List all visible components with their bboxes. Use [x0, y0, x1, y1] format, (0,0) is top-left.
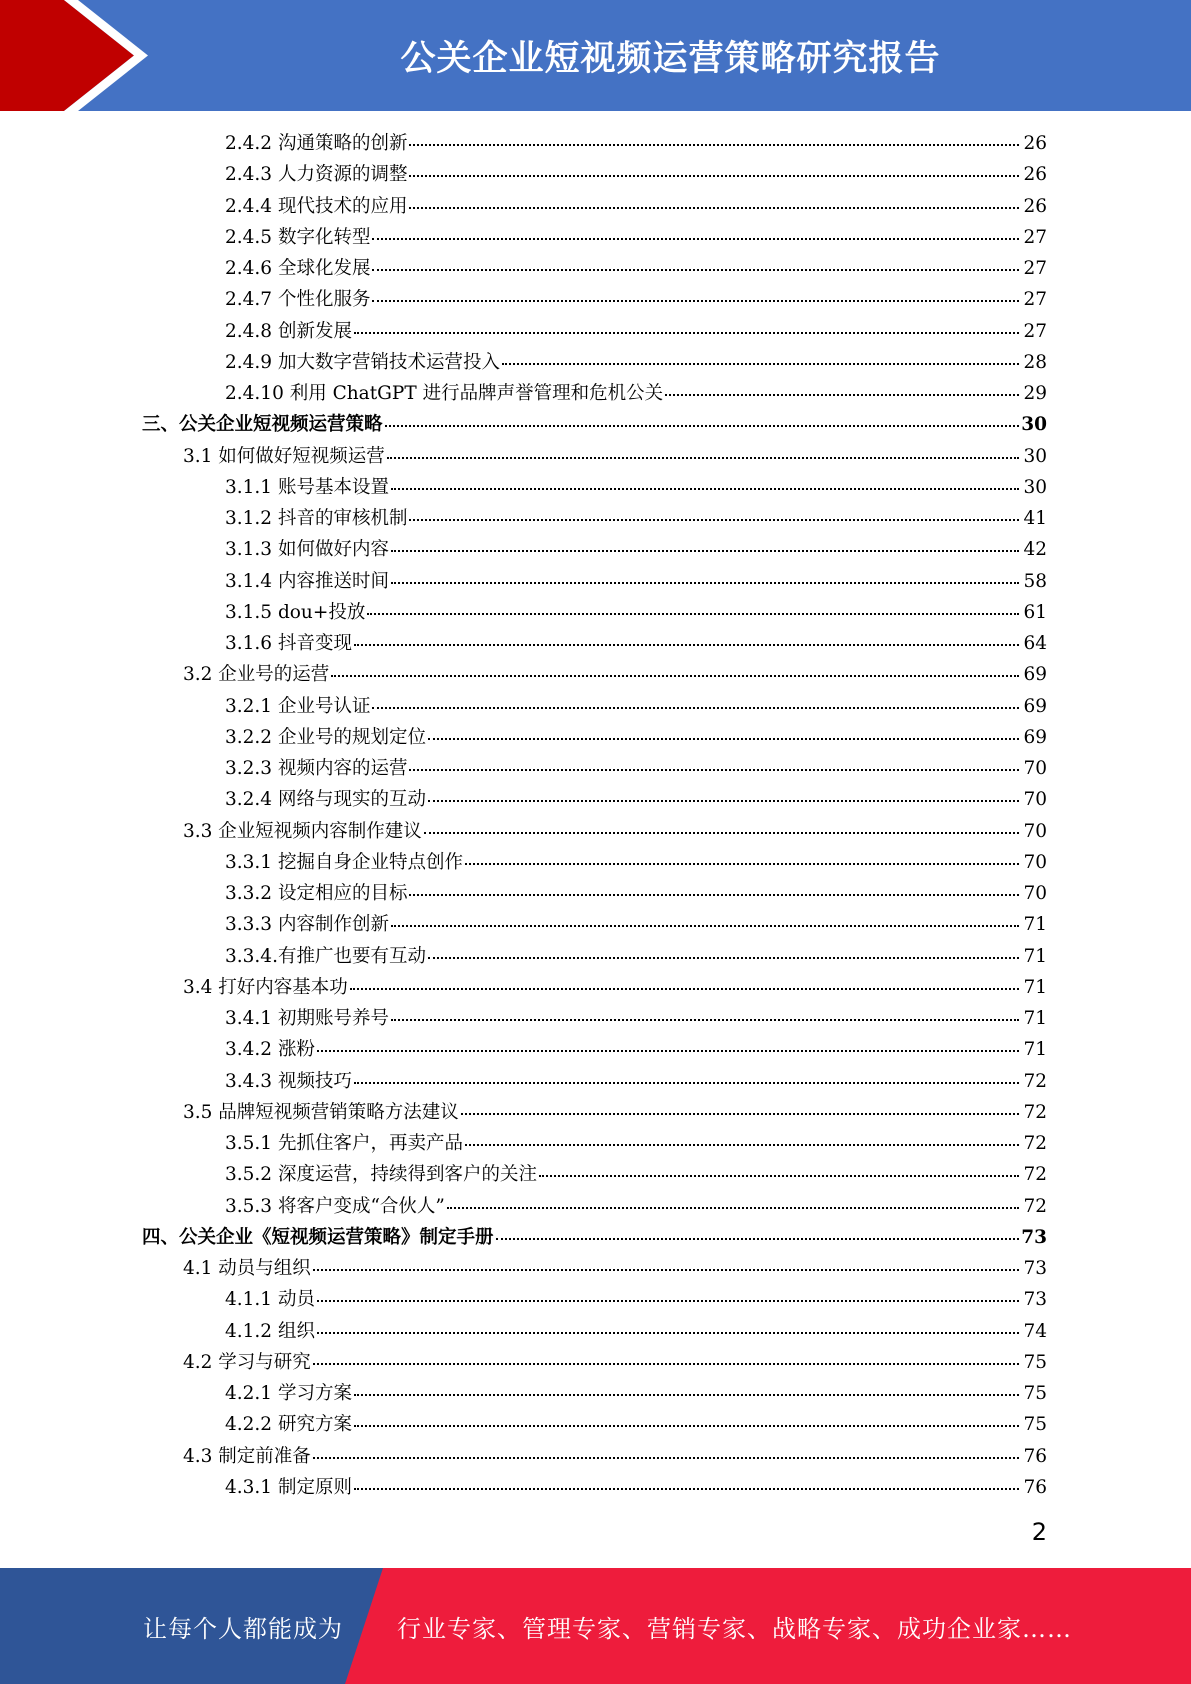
toc-entry[interactable]: [0, 1409, 1191, 1440]
toc-entry-page: 71: [1023, 945, 1047, 967]
toc-entry[interactable]: [0, 159, 1191, 190]
toc-entry[interactable]: [0, 409, 1191, 440]
toc-entry[interactable]: [0, 191, 1191, 222]
toc-entry-label: 3.4 打好内容基本功: [183, 976, 348, 998]
toc-entry-label: 三、公关企业短视频运营策略: [142, 414, 383, 436]
toc-entry-label: 2.4.5 数字化转型: [225, 226, 371, 248]
toc-entry[interactable]: [0, 659, 1191, 690]
toc-entry-page: 64: [1023, 633, 1047, 654]
toc-entry-label: 3.1 如何做好短视频运营: [183, 445, 385, 467]
report-header: [0, 0, 1191, 111]
toc-entry[interactable]: [0, 847, 1191, 878]
footer-banner: [0, 1568, 1191, 1684]
toc-dot-leader: [391, 1018, 1019, 1021]
toc-entry-page: 76: [1023, 1476, 1047, 1498]
toc-entry-label: 2.4.2 沟通策略的创新: [225, 133, 408, 154]
toc-entry[interactable]: [0, 1191, 1191, 1222]
toc-entry-page: 26: [1023, 164, 1047, 186]
toc-entry-label: 3.2.2 企业号的规划定位: [225, 726, 426, 748]
page-number: 2: [1031, 1518, 1047, 1546]
toc-entry-page: 76: [1023, 1445, 1047, 1467]
toc-entry-page: 41: [1023, 508, 1047, 529]
toc-entry-label: 3.3 企业短视频内容制作建议: [183, 820, 422, 842]
toc-entry-label: 3.5 品牌短视频营销策略方法建议: [183, 1101, 459, 1123]
toc-dot-leader: [428, 737, 1019, 740]
toc-entry[interactable]: [0, 972, 1191, 1003]
toc-entry-label: 3.3.3 内容制作创新: [225, 914, 389, 936]
toc-entry-page: 72: [1023, 1133, 1047, 1154]
toc-dot-leader: [354, 643, 1019, 646]
toc-entry-page: 30: [1023, 476, 1047, 498]
toc-entry-page: 71: [1023, 1039, 1047, 1061]
toc-entry-page: 75: [1023, 1414, 1047, 1436]
toc-dot-leader: [428, 956, 1019, 959]
toc-entry[interactable]: [0, 941, 1191, 972]
toc-entry-page: 69: [1023, 664, 1047, 686]
toc-entry-page: 29: [1023, 383, 1047, 404]
table-of-contents: [0, 128, 1191, 1503]
toc-entry-page: 69: [1023, 695, 1047, 717]
toc-dot-leader: [372, 268, 1019, 271]
toc-dot-leader: [391, 581, 1019, 584]
toc-entry-label: 3.2.1 企业号认证: [225, 695, 371, 717]
toc-dot-leader: [372, 237, 1019, 240]
toc-entry[interactable]: [0, 816, 1191, 847]
toc-entry-label: 4.1 动员与组织: [183, 1258, 311, 1279]
toc-entry-label: 3.4.2 涨粉: [225, 1039, 315, 1061]
toc-entry-label: 2.4.4 现代技术的应用: [225, 195, 408, 217]
toc-dot-leader: [465, 1143, 1019, 1146]
toc-dot-leader: [331, 674, 1019, 677]
toc-entry-label: 3.2.3 视频内容的运营: [225, 758, 408, 779]
toc-entry-label: 3.5.3 将客户变成“合伙人”: [225, 1195, 445, 1217]
toc-dot-leader: [372, 299, 1019, 302]
footer-slogan-right: 行业专家、管理专家、营销专家、战略专家、成功企业家……: [397, 1614, 1072, 1643]
toc-entry[interactable]: [0, 503, 1191, 534]
toc-entry-label: 4.1.1 动员: [225, 1289, 315, 1311]
toc-dot-leader: [354, 331, 1019, 334]
toc-dot-leader: [409, 143, 1019, 146]
toc-entry-label: 3.3.2 设定相应的目标: [225, 883, 408, 904]
toc-entry-page: 72: [1023, 1101, 1047, 1123]
toc-entry-page: 69: [1023, 726, 1047, 748]
toc-entry-label: 4.2 学习与研究: [183, 1351, 311, 1373]
toc-entry[interactable]: [0, 284, 1191, 315]
toc-dot-leader: [409, 768, 1019, 771]
toc-entry[interactable]: [0, 1034, 1191, 1065]
toc-entry-page: 73: [1023, 1289, 1047, 1311]
toc-entry-page: 70: [1023, 789, 1047, 811]
toc-entry[interactable]: [0, 1378, 1191, 1409]
toc-dot-leader: [313, 1456, 1019, 1459]
toc-entry-label: 3.1.4 内容推送时间: [225, 570, 389, 592]
toc-entry-page: 71: [1023, 976, 1047, 998]
toc-dot-leader: [317, 1331, 1019, 1334]
toc-entry[interactable]: [0, 597, 1191, 628]
toc-entry-page: 72: [1023, 1164, 1047, 1186]
toc-entry[interactable]: [0, 253, 1191, 284]
toc-entry[interactable]: [0, 722, 1191, 753]
toc-entry-page: 73: [1021, 1226, 1047, 1248]
toc-entry[interactable]: [0, 753, 1191, 784]
toc-entry-label: 3.4.1 初期账号养号: [225, 1008, 389, 1029]
toc-entry-page: 75: [1023, 1383, 1047, 1404]
toc-dot-leader: [465, 862, 1019, 865]
toc-entry[interactable]: [0, 222, 1191, 253]
toc-entry-label: 3.5.1 先抓住客户，再卖产品: [225, 1133, 463, 1154]
toc-dot-leader: [665, 393, 1019, 396]
toc-entry-page: 72: [1023, 1195, 1047, 1217]
toc-dot-leader: [424, 831, 1019, 834]
toc-entry-label: 4.1.2 组织: [225, 1320, 315, 1342]
toc-entry[interactable]: [0, 378, 1191, 409]
toc-entry[interactable]: [0, 1347, 1191, 1378]
toc-dot-leader: [387, 456, 1019, 459]
toc-entry-label: 2.4.8 创新发展: [225, 320, 352, 342]
toc-entry-page: 28: [1023, 351, 1047, 373]
toc-dot-leader: [428, 799, 1019, 802]
toc-entry-label: 3.4.3 视频技巧: [225, 1070, 352, 1092]
toc-entry-label: 3.1.1 账号基本设置: [225, 476, 389, 498]
toc-dot-leader: [354, 1487, 1019, 1490]
toc-entry-page: 73: [1023, 1258, 1047, 1279]
toc-dot-leader: [313, 1362, 1019, 1365]
toc-entry[interactable]: [0, 472, 1191, 503]
toc-entry-label: 2.4.10 利用 ChatGPT 进行品牌声誉管理和危机公关: [225, 383, 664, 404]
toc-entry[interactable]: [0, 878, 1191, 909]
toc-entry-label: 3.1.3 如何做好内容: [225, 539, 389, 561]
toc-entry[interactable]: [0, 1441, 1191, 1472]
toc-entry-page: 75: [1023, 1351, 1047, 1373]
toc-entry-page: 72: [1023, 1070, 1047, 1092]
toc-entry-page: 30: [1023, 445, 1047, 467]
toc-dot-leader: [317, 1299, 1019, 1302]
toc-dot-leader: [354, 1081, 1019, 1084]
toc-dot-leader: [317, 1049, 1019, 1052]
toc-entry[interactable]: [0, 909, 1191, 940]
toc-entry-page: 74: [1023, 1320, 1047, 1342]
toc-entry-label: 3.1.6 抖音变现: [225, 633, 352, 654]
toc-entry-page: 58: [1023, 570, 1047, 592]
toc-dot-leader: [385, 424, 1019, 427]
toc-entry-label: 4.2.2 研究方案: [225, 1414, 352, 1436]
toc-entry-label: 2.4.3 人力资源的调整: [225, 164, 408, 186]
toc-entry[interactable]: [0, 784, 1191, 815]
toc-dot-leader: [313, 1268, 1019, 1271]
toc-entry[interactable]: [0, 1159, 1191, 1190]
toc-entry-page: 42: [1023, 539, 1047, 561]
toc-dot-leader: [409, 893, 1019, 896]
toc-entry-page: 70: [1023, 820, 1047, 842]
toc-dot-leader: [350, 987, 1019, 990]
toc-entry-label: 2.4.9 加大数字营销技术运营投入: [225, 351, 500, 373]
toc-entry-label: 3.3.4.有推广也要有互动: [225, 945, 426, 967]
toc-dot-leader: [391, 549, 1019, 552]
toc-entry[interactable]: [0, 566, 1191, 597]
toc-dot-leader: [367, 612, 1019, 615]
footer-slogan-left: 让每个人都能成为: [143, 1614, 343, 1643]
toc-entry[interactable]: [0, 347, 1191, 378]
toc-entry[interactable]: [0, 1003, 1191, 1034]
toc-entry-page: 30: [1021, 414, 1047, 436]
toc-entry-label: 3.1.5 dou+投放: [225, 601, 366, 623]
toc-entry-page: 27: [1023, 320, 1047, 342]
toc-entry-label: 2.4.7 个性化服务: [225, 289, 371, 311]
toc-entry-label: 四、公关企业《短视频运营策略》制定手册: [142, 1226, 494, 1248]
toc-entry-page: 71: [1023, 914, 1047, 936]
toc-entry[interactable]: [0, 534, 1191, 565]
toc-entry-label: 3.5.2 深度运营，持续得到客户的关注: [225, 1164, 537, 1186]
report-title: 公关企业短视频运营策略研究报告: [400, 38, 941, 79]
toc-entry[interactable]: [0, 1066, 1191, 1097]
toc-entry-label: 3.3.1 挖掘自身企业特点创作: [225, 851, 463, 873]
toc-entry-page: 26: [1023, 195, 1047, 217]
toc-dot-leader: [502, 362, 1019, 365]
toc-entry-page: 70: [1023, 883, 1047, 904]
toc-dot-leader: [391, 924, 1019, 927]
toc-entry[interactable]: [0, 1316, 1191, 1347]
toc-entry[interactable]: [0, 691, 1191, 722]
toc-entry-label: 3.2.4 网络与现实的互动: [225, 789, 426, 811]
toc-dot-leader: [372, 706, 1019, 709]
toc-entry-label: 4.2.1 学习方案: [225, 1383, 352, 1404]
toc-entry-page: 27: [1023, 226, 1047, 248]
toc-entry[interactable]: [0, 1222, 1191, 1253]
toc-entry[interactable]: [0, 441, 1191, 472]
toc-entry-page: 26: [1023, 133, 1047, 154]
toc-dot-leader: [447, 1206, 1019, 1209]
toc-entry-label: 4.3.1 制定原则: [225, 1476, 352, 1498]
toc-entry-page: 27: [1023, 258, 1047, 279]
toc-dot-leader: [461, 1112, 1019, 1115]
toc-dot-leader: [354, 1393, 1019, 1396]
toc-dot-leader: [496, 1237, 1019, 1240]
toc-entry-page: 61: [1023, 601, 1047, 623]
toc-entry-page: 70: [1023, 758, 1047, 779]
toc-dot-leader: [354, 1424, 1019, 1427]
toc-dot-leader: [539, 1174, 1019, 1177]
toc-entry[interactable]: [0, 1128, 1191, 1159]
toc-entry-label: 3.2 企业号的运营: [183, 664, 330, 686]
toc-dot-leader: [409, 518, 1019, 521]
toc-dot-leader: [409, 206, 1019, 209]
toc-entry-label: 3.1.2 抖音的审核机制: [225, 508, 408, 529]
toc-entry[interactable]: [0, 1253, 1191, 1284]
toc-entry[interactable]: [0, 628, 1191, 659]
toc-dot-leader: [409, 174, 1019, 177]
toc-entry[interactable]: [0, 1097, 1191, 1128]
toc-dot-leader: [391, 487, 1019, 490]
toc-entry-page: 71: [1023, 1008, 1047, 1029]
toc-entry[interactable]: [0, 1472, 1191, 1503]
toc-entry[interactable]: [0, 1284, 1191, 1315]
toc-entry-label: 2.4.6 全球化发展: [225, 258, 371, 279]
toc-entry-label: 4.3 制定前准备: [183, 1445, 311, 1467]
toc-entry[interactable]: [0, 128, 1191, 159]
toc-entry[interactable]: [0, 316, 1191, 347]
toc-entry-page: 70: [1023, 851, 1047, 873]
toc-entry-page: 27: [1023, 289, 1047, 311]
